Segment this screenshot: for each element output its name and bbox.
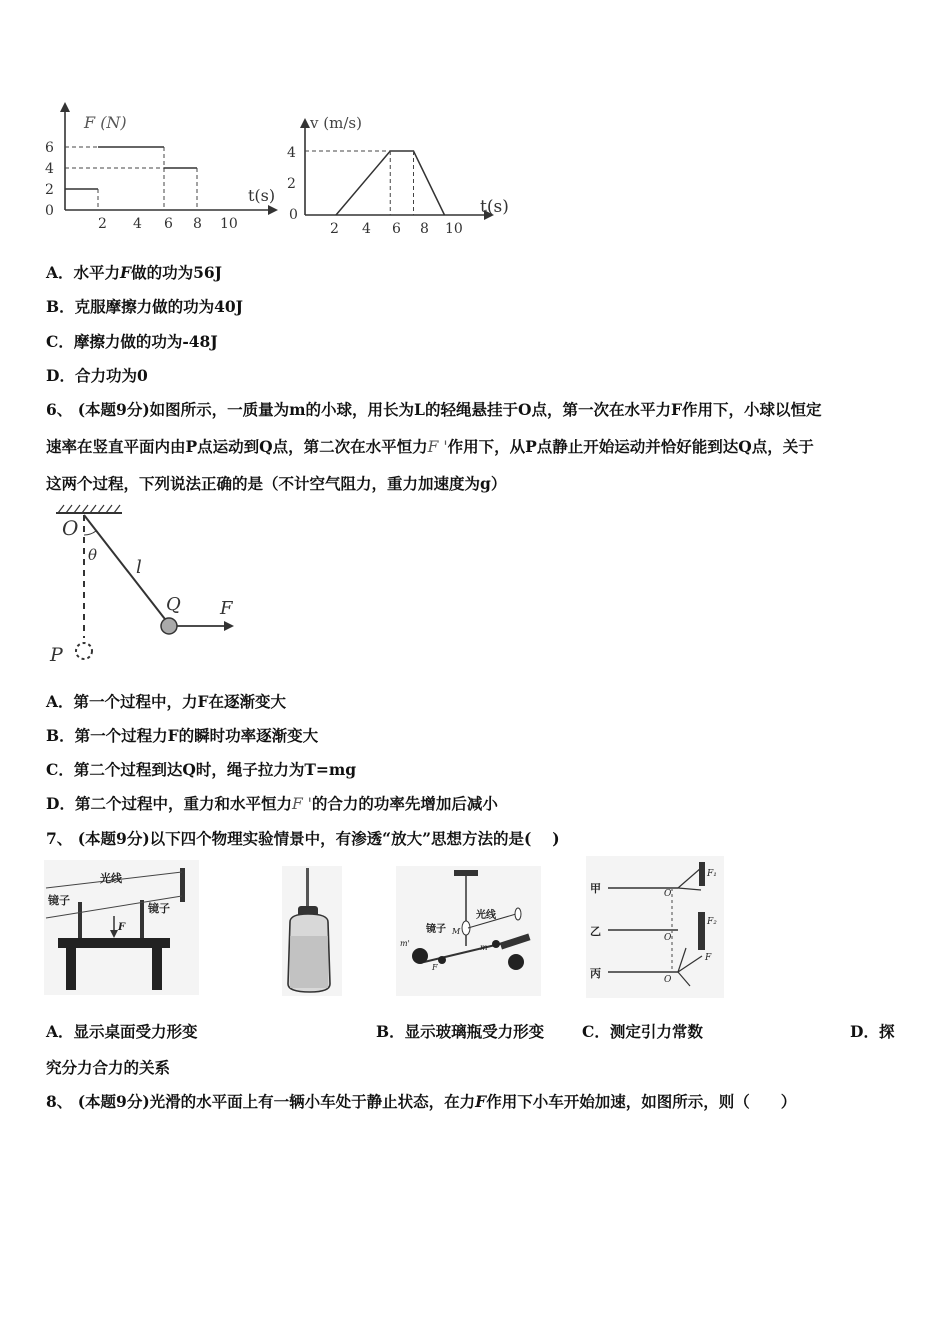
label-mirror-3: 镜子 bbox=[426, 924, 446, 935]
velocity-xtick: 8 bbox=[420, 221, 429, 237]
q6-stem-line2: 速率在竖直平面内由P点运动到Q点，第二次在水平恒力F '作用下，从P点静止开始运动并恰好能到达Q点，关于 bbox=[46, 437, 814, 456]
q6-stem-line3: 这两个过程，下列说法正确的是（不计空气阻力，重力加速度为g） bbox=[46, 474, 507, 493]
mirror-scale bbox=[180, 868, 185, 902]
mirror-right bbox=[140, 900, 144, 938]
velocity-xtick: 2 bbox=[330, 221, 339, 237]
q5-option-b: B．克服摩擦力做的功为40J bbox=[46, 297, 244, 316]
label-f2: F₂ bbox=[707, 917, 717, 927]
label-q: Q bbox=[166, 594, 181, 615]
q5-charts bbox=[40, 100, 520, 245]
big-ball-left bbox=[412, 948, 428, 964]
label-o-3: O bbox=[664, 975, 672, 985]
big-ball-right bbox=[508, 954, 524, 970]
q7-option-c: C．测定引力常数 bbox=[582, 1022, 703, 1041]
label-f-desk: F bbox=[118, 922, 126, 933]
label-f: F bbox=[705, 953, 712, 963]
label-theta: θ bbox=[88, 546, 98, 564]
q7-figure-torsion bbox=[396, 866, 541, 996]
force-ytick: 4 bbox=[45, 161, 54, 177]
q7-option-b: B．显示玻璃瓶受力形变 bbox=[376, 1022, 545, 1041]
q7-stem: 7、 (本题9分)以下四个物理实验情景中，有渗透“放大”思想方法的是( ) bbox=[46, 829, 560, 848]
force-x-arrow bbox=[268, 205, 278, 215]
label-f: F bbox=[220, 598, 233, 619]
small-ball-left bbox=[438, 956, 446, 964]
ceiling-hatch bbox=[58, 505, 120, 513]
ball bbox=[161, 618, 177, 634]
label-f1: F₁ bbox=[707, 869, 717, 879]
desk-leg-left bbox=[66, 948, 76, 990]
force-xtick: 2 bbox=[98, 216, 107, 232]
small-ball-right bbox=[492, 940, 500, 948]
q8-stem: 8、 (本题9分)光滑的水平面上有一辆小车处于静止状态，在力F作用下小车开始加速，如图所示，则（ ） bbox=[46, 1092, 797, 1111]
velocity-ylabel: v (m/s) bbox=[310, 114, 362, 132]
label-bing: 丙 bbox=[590, 967, 601, 980]
q5-option-c: C．摩擦力做的功为-48J bbox=[46, 332, 218, 351]
q6-pendulum-figure bbox=[44, 503, 244, 673]
thin-tube bbox=[306, 868, 309, 912]
velocity-xtick: 4 bbox=[362, 221, 371, 237]
q5-option-a: A．水平力F做的功为56J bbox=[46, 263, 222, 282]
q5-option-d: D．合力功为0 bbox=[46, 366, 148, 385]
label-yi: 乙 bbox=[590, 925, 601, 938]
q7-figure-bottle bbox=[282, 866, 342, 996]
velocity-xtick: 10 bbox=[445, 221, 463, 237]
force-ytick: 2 bbox=[45, 182, 54, 198]
label-mirror-2: 镜子 bbox=[148, 902, 170, 915]
velocity-ytick: 0 bbox=[289, 207, 298, 223]
label-m-prime: m' bbox=[400, 939, 410, 948]
force-xtick: 6 bbox=[164, 216, 173, 232]
velocity-ytick: 4 bbox=[287, 145, 296, 161]
force-xtick: 10 bbox=[220, 216, 238, 232]
angle-arc bbox=[84, 531, 96, 535]
rope bbox=[84, 515, 168, 623]
ball-at-p bbox=[76, 643, 92, 659]
force-xlabel: t(s) bbox=[248, 186, 276, 205]
q7-option-d-cont: 究分力合力的关系 bbox=[46, 1058, 171, 1077]
force-ytick: 0 bbox=[45, 203, 54, 219]
velocity-chart bbox=[287, 114, 509, 237]
q6-option-b: B．第一个过程力F的瞬时功率逐渐变大 bbox=[46, 726, 319, 745]
label-m-upper: M bbox=[452, 927, 461, 936]
q7-figure-desk bbox=[44, 860, 199, 995]
label-o-1: O bbox=[664, 889, 672, 899]
force-arrowhead bbox=[224, 621, 234, 631]
force-chart bbox=[45, 102, 278, 232]
force-ytick: 6 bbox=[45, 140, 54, 156]
label-mirror-1: 镜子 bbox=[48, 894, 70, 907]
q6-option-d: D．第二个过程中，重力和水平恒力F '的合力的功率先增加后减小 bbox=[46, 794, 498, 813]
desk-leg-right bbox=[152, 948, 162, 990]
force-y-arrow bbox=[60, 102, 70, 112]
label-l: l bbox=[136, 557, 142, 578]
velocity-y-arrow bbox=[300, 118, 310, 128]
label-jia: 甲 bbox=[590, 882, 601, 895]
q7-option-a: A．显示桌面受力形变 bbox=[46, 1022, 198, 1041]
force-ylabel: F (N) bbox=[84, 113, 127, 132]
label-light-3: 光线 bbox=[476, 910, 496, 921]
support bbox=[454, 870, 478, 876]
spring-f2 bbox=[698, 912, 705, 950]
label-m-small: m bbox=[480, 943, 488, 952]
q6-option-c: C．第二个过程到达Q时，绳子拉力为T=mg bbox=[46, 760, 357, 779]
spring-f1 bbox=[699, 862, 705, 886]
label-f-torsion: F bbox=[432, 963, 438, 972]
label-light: 光线 bbox=[100, 872, 122, 885]
q7-option-d: D．探 bbox=[850, 1022, 895, 1041]
label-o-2: O bbox=[664, 933, 672, 943]
mirror-left bbox=[78, 902, 82, 938]
velocity-xtick: 6 bbox=[392, 221, 401, 237]
light-source bbox=[515, 908, 521, 920]
velocity-ytick: 2 bbox=[287, 176, 296, 192]
label-o: O bbox=[62, 516, 79, 540]
water bbox=[290, 936, 328, 988]
label-p: P bbox=[50, 644, 63, 666]
velocity-xlabel: t(s) bbox=[480, 197, 509, 217]
q6-option-a: A．第一个过程中，力F在逐渐变大 bbox=[46, 692, 287, 711]
force-xtick: 8 bbox=[193, 216, 202, 232]
q7-figure-springs bbox=[586, 856, 724, 998]
desk-top bbox=[58, 938, 170, 948]
q6-stem-line1: 6、 (本题9分)如图所示，一质量为m的小球，用长为L的轻绳悬挂于O点，第一次在水平力F作用下，小球以恒定 bbox=[46, 400, 822, 419]
force-xtick: 4 bbox=[133, 216, 142, 232]
